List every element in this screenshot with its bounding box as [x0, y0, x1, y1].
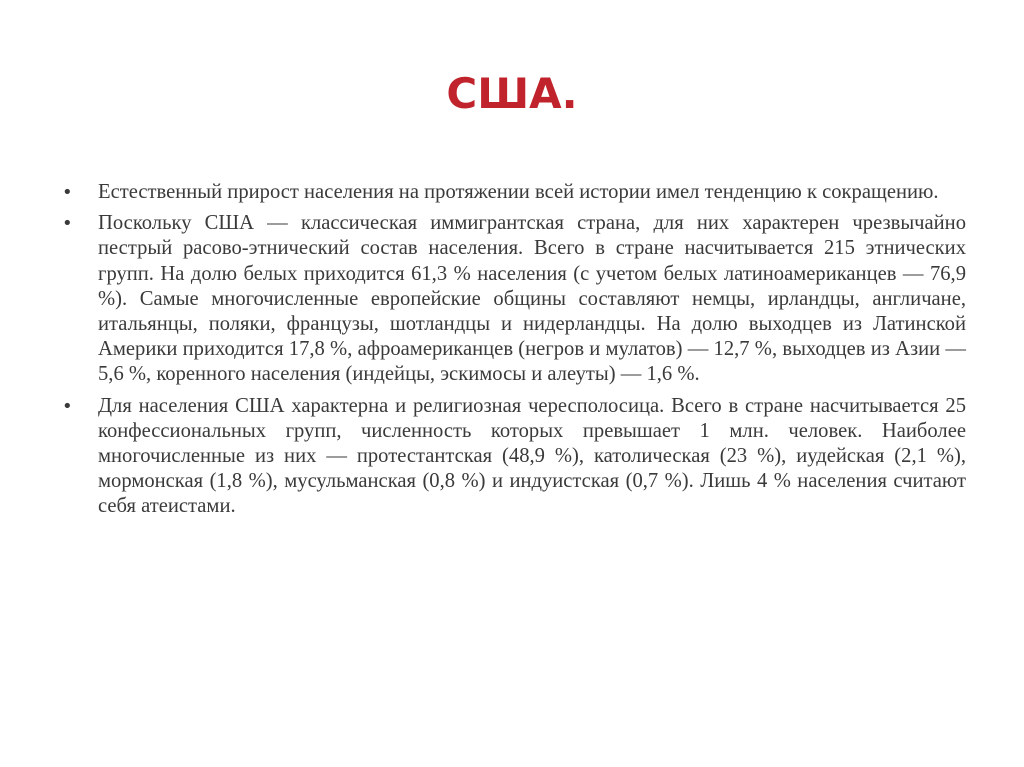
- bullet-item: [62, 211, 966, 387]
- bullet-marker: •: [62, 182, 73, 203]
- bullet-list: [62, 180, 966, 526]
- bullet-item: [62, 394, 966, 520]
- slide-title: США.: [446, 69, 578, 118]
- bullet-text: Естественный прирост населения на протяжении всей истории имел тенденцию к сокращению.: [98, 181, 939, 203]
- bullet-item: [62, 180, 966, 205]
- bullet-text: Поскольку США — классическая иммигрантская страна, для них характерен чрезвычайно пестрый расово-этнический состав населения. Всего в стране насчитывается 215 этнических групп. На долю белых приходится 61,3 % населения (с учетом белых латиноамериканцев — 76,9 %). Самые многочисленные европейские общины составляют немцы, ирландцы, англичане, итальянцы, поляки, французы, шотландцы и нидерландцы. На долю выходцев из Латинской Америки приходится 17,8 %, афроамериканцев (негров и мулатов) — 12,7 %, выходцев из Азии — 5,6 %, коренного населения (индейцы, эскимосы и алеуты) — 1,6 %.: [98, 212, 966, 386]
- bullet-marker: •: [62, 395, 73, 417]
- bullet-marker: •: [62, 213, 73, 235]
- bullet-text: Для населения США характерна и религиозная чересполосица. Всего в стране насчитывается 25 конфессиональных групп, численность которых превышает 1 млн. человек. Наиболее многочисленные из них — протестантская (48,9 %), католическая (23 %), иудейская (2,1 %), мормонская (1,8 %), мусульманская (0,8 %) и индуистская (0,7 %). Лишь 4 % населения считают себя атеистами.: [98, 394, 966, 518]
